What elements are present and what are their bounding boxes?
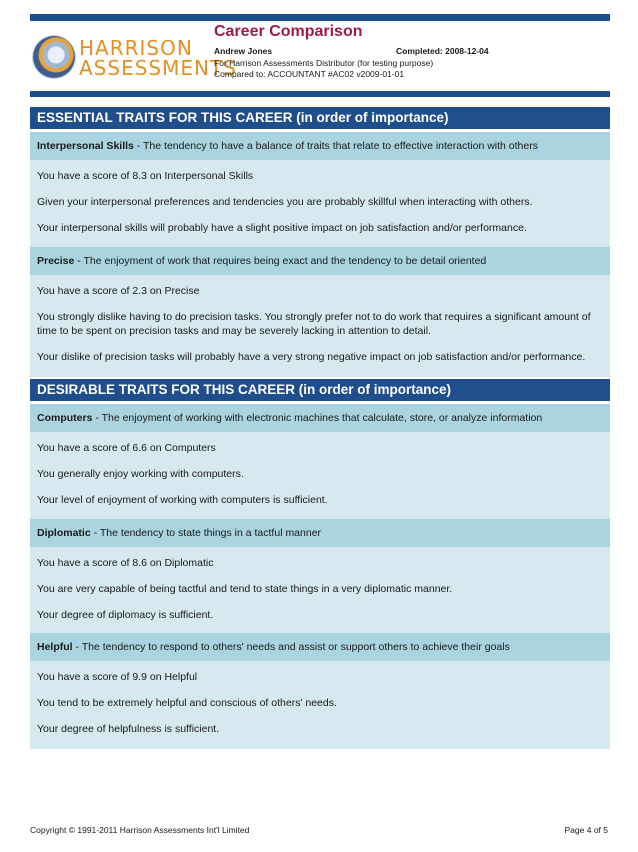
trait-header [30,633,610,661]
trait-impact: Your level of enjoyment of working with computers is sufficient. [37,494,328,506]
trait-name: Diplomatic [37,527,91,539]
trait-description: - The tendency to have a balance of traits that relate to effective interaction with others [133,140,538,152]
trait-body [30,432,610,520]
trait-card [30,404,610,520]
footer-page-number: Page 4 of 5 [564,825,608,835]
trait-interpretation: You are very capable of being tactful and tend to state things in a very diplomatic manner. [37,583,453,595]
trait-header [30,519,610,547]
section-heading-essential: ESSENTIAL TRAITS FOR THIS CAREER (in order of importance) [30,107,610,129]
header-divider [30,91,610,97]
completed-date: Completed: 2008-12-04 [396,46,489,56]
trait-header [30,404,610,432]
trait-score: You have a score of 9.9 on Helpful [37,671,198,683]
trait-impact: Your degree of helpfulness is sufficient. [37,723,220,735]
trait-score: You have a score of 8.3 on Interpersonal Skills [37,170,254,182]
trait-score: You have a score of 8.6 on Diplomatic [37,557,214,569]
candidate-name: Andrew Jones [214,46,273,56]
trait-impact: Your dislike of precision tasks will probably have a very strong negative impact on job satisfaction and/or performance. [37,351,586,363]
trait-name: Computers [37,412,93,424]
footer-copyright: Copyright © 1991-2011 Harrison Assessments Int'l Limited [30,825,250,835]
trait-description: - The tendency to state things in a tactful manner [90,527,322,539]
trait-description: - The enjoyment of work that requires being exact and the tendency to be detail oriented [74,255,487,267]
report-title: Career Comparison [214,23,363,40]
trait-card [30,247,610,377]
section-heading-desirable: DESIRABLE TRAITS FOR THIS CAREER (in order of importance) [30,379,610,401]
trait-body [30,160,610,248]
trait-header [30,247,610,275]
logo-text-line2: ASSESSMENTS [79,56,237,80]
trait-interpretation: You tend to be extremely helpful and conscious of others' needs. [37,697,337,709]
trait-score: You have a score of 2.3 on Precise [37,285,200,297]
trait-name: Helpful [37,641,73,653]
trait-interpretation: Given your interpersonal preferences and tendencies you are probably skillful when interacting with others. [37,196,533,208]
logo-text-line1: HARRISON [79,36,193,60]
trait-card [30,519,610,635]
trait-description: - The enjoyment of working with electronic machines that calculate, store, or analyze information [92,412,543,424]
trait-name: Precise [37,255,75,267]
trait-body [30,275,610,377]
trait-header [30,132,610,160]
for-line: For Harrison Assessments Distributor (for testing purpose) [214,57,434,68]
report-header [214,22,614,81]
trait-impact: Your degree of diplomacy is sufficient. [37,609,214,621]
trait-body [30,661,610,749]
trait-interpretation: You generally enjoy working with computers. [37,468,244,480]
logo-globe-icon [33,36,75,78]
trait-description: - The tendency to respond to others' needs and assist or support others to achieve their goals [72,641,510,653]
trait-score: You have a score of 6.6 on Computers [37,442,216,454]
candidate-row [214,46,614,58]
compared-to: Compared to: ACCOUNTANT #AC02 v2009-01-01 [214,69,405,79]
harrison-logo [33,36,237,82]
trait-name: Interpersonal Skills [37,140,134,152]
top-rule [30,14,610,21]
trait-interpretation: You strongly dislike having to do precision tasks. You strongly prefer not to do work that requires a significant amount of time to be spent on precision tasks and may be severely lacking in attention to detail. [37,311,591,337]
trait-card [30,633,610,749]
trait-card [30,132,610,248]
trait-body [30,547,610,635]
trait-impact: Your interpersonal skills will probably have a slight positive impact on job satisfaction and/or performance. [37,222,527,234]
